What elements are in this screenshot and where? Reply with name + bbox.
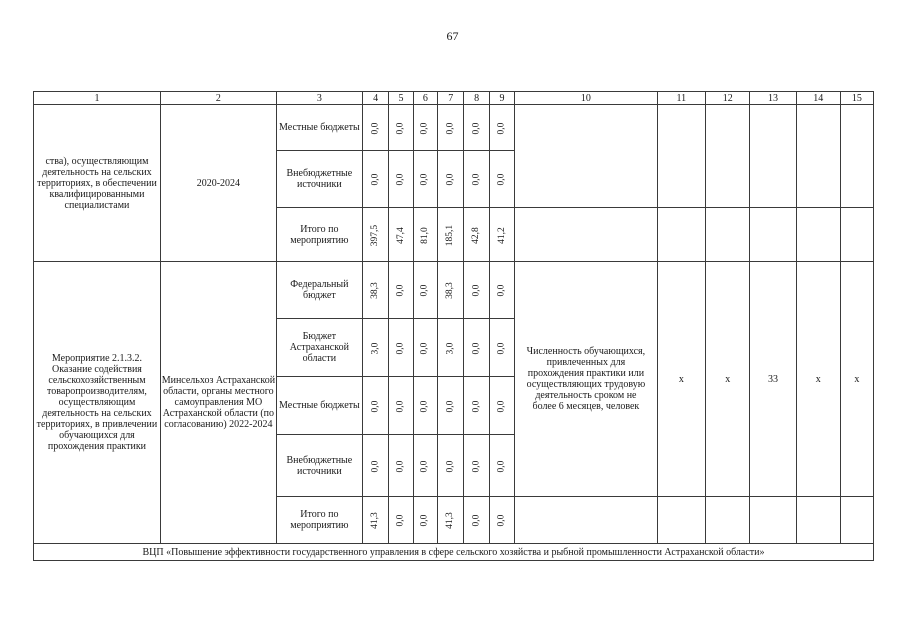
value-cell: 0,0 xyxy=(489,151,514,208)
target-cell xyxy=(840,208,873,262)
target-cell: х xyxy=(840,262,873,497)
value-cell: 0,0 xyxy=(413,497,437,544)
value-cell: 0,0 xyxy=(389,105,413,151)
value-cell: 41,2 xyxy=(489,208,514,262)
funding-source: Итого по мероприятию xyxy=(276,497,362,544)
column-header: 1 xyxy=(34,92,161,105)
value-cell: 0,0 xyxy=(362,377,388,435)
section-title: ВЦП «Повышение эффективности государственного управления в сфере сельского хозяйства и рыбной промышленности Астраханской области» xyxy=(34,544,874,561)
target-cell xyxy=(706,105,750,208)
value-cell: 0,0 xyxy=(464,105,489,151)
indicator-cell xyxy=(515,497,657,544)
value-cell: 0,0 xyxy=(464,377,489,435)
funding-source: Бюджет Астраханской области xyxy=(276,319,362,377)
value-cell: 0,0 xyxy=(437,377,463,435)
target-cell xyxy=(750,208,796,262)
value-cell: 0,0 xyxy=(464,319,489,377)
target-cell: х xyxy=(657,262,706,497)
target-cell: х xyxy=(706,262,750,497)
funding-source: Внебюджетные источники xyxy=(276,435,362,497)
column-header: 11 xyxy=(657,92,706,105)
value-cell: 0,0 xyxy=(362,105,388,151)
column-header: 7 xyxy=(437,92,463,105)
value-cell: 41,3 xyxy=(437,497,463,544)
value-cell: 38,3 xyxy=(437,262,463,319)
value-cell: 0,0 xyxy=(389,497,413,544)
column-number-row xyxy=(34,92,874,105)
value-cell: 47,4 xyxy=(389,208,413,262)
value-cell: 0,0 xyxy=(489,435,514,497)
measure-name-cell: Мероприятие 2.1.3.2. Оказание содействия сельскохозяйственным товаропроизводителям, осуществляющим деятельность на сельских территориях, в привлечении обучающихся для прохождения практики xyxy=(34,262,161,544)
funding-source: Итого по мероприятию xyxy=(276,208,362,262)
value-cell: 185,1 xyxy=(437,208,463,262)
target-cell xyxy=(657,497,706,544)
target-cell: 33 xyxy=(750,262,796,497)
value-cell: 0,0 xyxy=(464,435,489,497)
value-cell: 0,0 xyxy=(362,151,388,208)
funding-source: Федеральный бюджет xyxy=(276,262,362,319)
target-cell xyxy=(706,208,750,262)
indicator-cell: Численность обучающихся, привлеченных для прохождения практики или осуществляющих трудовую деятельность сроком не более 6 месяцев, человек xyxy=(515,262,657,497)
value-cell: 0,0 xyxy=(389,151,413,208)
value-cell: 0,0 xyxy=(437,151,463,208)
value-cell: 0,0 xyxy=(389,262,413,319)
target-cell xyxy=(796,208,840,262)
value-cell: 0,0 xyxy=(489,262,514,319)
column-header: 4 xyxy=(362,92,388,105)
column-header: 8 xyxy=(464,92,489,105)
value-cell: 0,0 xyxy=(413,319,437,377)
value-cell: 0,0 xyxy=(389,319,413,377)
executor-cell: 2020-2024 xyxy=(160,105,276,262)
value-cell: 0,0 xyxy=(389,377,413,435)
column-header: 2 xyxy=(160,92,276,105)
value-cell: 0,0 xyxy=(413,435,437,497)
value-cell: 0,0 xyxy=(413,262,437,319)
program-section-row xyxy=(34,544,874,561)
value-cell: 38,3 xyxy=(362,262,388,319)
executor-cell: Минсельхоз Астраханской области, органы местного самоуправления МО Астраханской области (по согласованию) 2022-2024 xyxy=(160,262,276,544)
value-cell: 42,8 xyxy=(464,208,489,262)
target-cell xyxy=(657,105,706,208)
value-cell: 0,0 xyxy=(489,105,514,151)
value-cell: 0,0 xyxy=(464,497,489,544)
value-cell: 41,3 xyxy=(362,497,388,544)
value-cell: 397,5 xyxy=(362,208,388,262)
measure-name-cell: ства), осуществляющим деятельность на сельских территориях, в обеспечении квалифицированными специалистами xyxy=(34,105,161,262)
value-cell: 81,0 xyxy=(413,208,437,262)
target-cell xyxy=(657,208,706,262)
column-header: 5 xyxy=(389,92,413,105)
value-cell: 3,0 xyxy=(362,319,388,377)
value-cell: 0,0 xyxy=(464,262,489,319)
target-cell xyxy=(796,105,840,208)
funding-source: Внебюджетные источники xyxy=(276,151,362,208)
column-header: 12 xyxy=(706,92,750,105)
funding-source: Местные бюджеты xyxy=(276,105,362,151)
indicator-cell xyxy=(515,105,657,208)
value-cell: 0,0 xyxy=(437,105,463,151)
column-header: 10 xyxy=(515,92,657,105)
column-header: 14 xyxy=(796,92,840,105)
value-cell: 0,0 xyxy=(437,435,463,497)
target-cell: х xyxy=(796,262,840,497)
target-cell xyxy=(840,497,873,544)
value-cell: 0,0 xyxy=(413,377,437,435)
value-cell: 0,0 xyxy=(489,497,514,544)
page-number: 67 xyxy=(446,29,459,43)
table-row xyxy=(34,105,874,151)
funding-source: Местные бюджеты xyxy=(276,377,362,435)
target-cell xyxy=(750,497,796,544)
target-cell xyxy=(840,105,873,208)
value-cell: 3,0 xyxy=(437,319,463,377)
column-header: 15 xyxy=(840,92,873,105)
column-header: 13 xyxy=(750,92,796,105)
column-header: 9 xyxy=(489,92,514,105)
target-cell xyxy=(750,105,796,208)
value-cell: 0,0 xyxy=(413,151,437,208)
table-row xyxy=(34,262,874,319)
column-header: 3 xyxy=(276,92,362,105)
indicator-cell xyxy=(515,208,657,262)
column-header: 6 xyxy=(413,92,437,105)
value-cell: 0,0 xyxy=(413,105,437,151)
value-cell: 0,0 xyxy=(489,377,514,435)
program-table xyxy=(33,91,874,561)
value-cell: 0,0 xyxy=(362,435,388,497)
target-cell xyxy=(796,497,840,544)
value-cell: 0,0 xyxy=(489,319,514,377)
target-cell xyxy=(706,497,750,544)
value-cell: 0,0 xyxy=(464,151,489,208)
value-cell: 0,0 xyxy=(389,435,413,497)
